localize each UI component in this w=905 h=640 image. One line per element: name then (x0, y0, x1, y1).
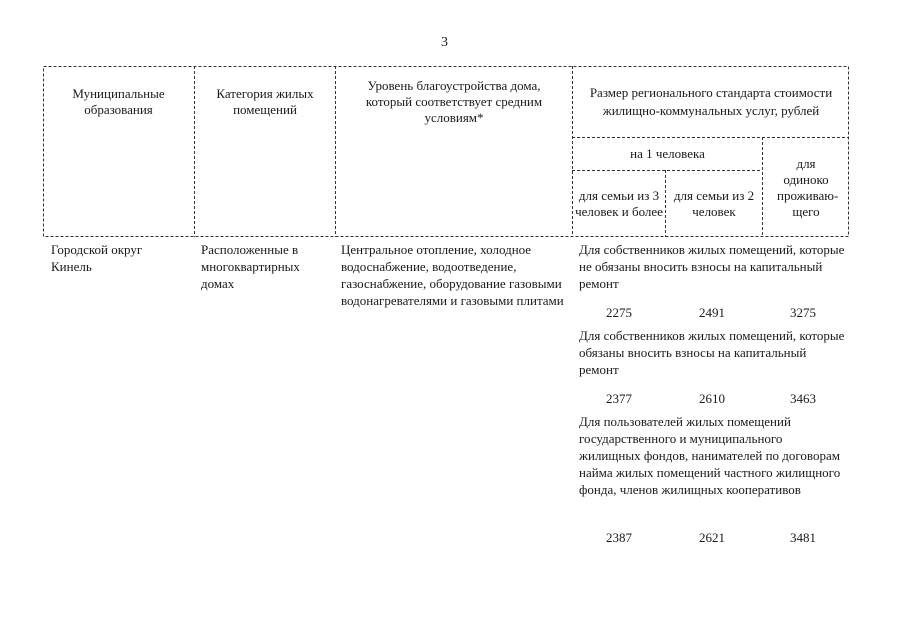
table-header (43, 66, 849, 237)
header-level: Уровень благоустройства дома, который соответствует средним условиям* (365, 78, 543, 125)
value-family2-2: 2610 (699, 391, 725, 406)
group-label-3: Для пользователей жилых помещений государственного и муниципального жилищных фондов, нанимателей по договорам найма жилых помещений частного жилищного фонда, членов жилищных кооперативов (579, 414, 841, 497)
group-label-2: Для собственников жилых помещений, которые обязаны вносить взносы на капитальный ремонт (579, 328, 845, 377)
value-family3-3: 2387 (606, 530, 632, 545)
value-single-2: 3463 (790, 391, 816, 406)
header-family2: для семьи из 2 человек (673, 188, 755, 219)
header-category: Категория жилых помещений (216, 85, 314, 117)
header-single: для одиноко проживаю-щего (777, 155, 839, 219)
group-label-1: Для собственников жилых помещений, которые не обязаны вносить взносы на капитальный ремонт (579, 242, 845, 291)
header-family3: для семьи из 3 человек и более (575, 188, 663, 219)
value-family2-3: 2621 (699, 530, 725, 545)
value-family2-1: 2491 (699, 305, 725, 320)
value-family3-1: 2275 (606, 305, 632, 320)
header-size: Размер регионального стандарта стоимости жилищно-коммунальных услуг, рублей (589, 84, 833, 118)
value-single-3: 3481 (790, 530, 816, 545)
municipal-cell: Городской округ Кинель (51, 242, 143, 274)
header-per-person: на 1 человека (630, 146, 705, 161)
value-family3-2: 2377 (606, 391, 632, 406)
value-single-1: 3275 (790, 305, 816, 320)
header-municipal: Муниципальные образования (72, 85, 165, 117)
page-number: 3 (441, 35, 448, 50)
category-cell: Расположенные в многоквартирных домах (201, 242, 300, 291)
level-cell: Центральное отопление, холодное водоснабжение, водоотведение, газоснабжение, оборудование газовыми водонагревателями и газовыми плитами (341, 242, 564, 308)
